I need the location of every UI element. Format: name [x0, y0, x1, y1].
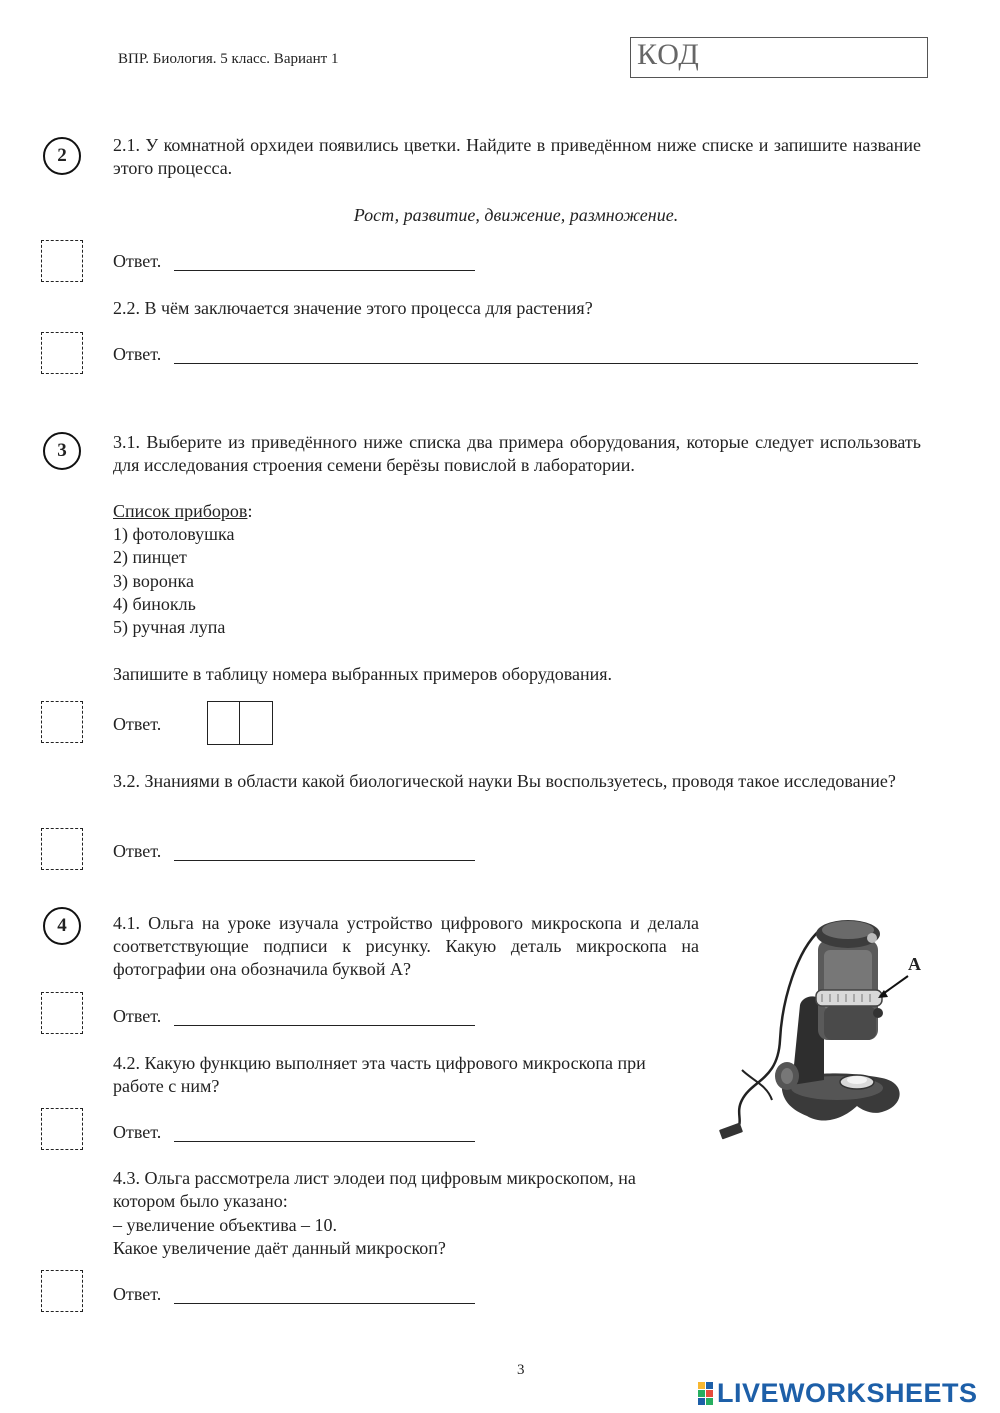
watermark-text: LIVEWORKSHEETS: [717, 1378, 978, 1408]
answer-label: Ответ.: [113, 1284, 162, 1304]
score-box-4-3: [41, 1270, 83, 1312]
header-title: ВПР. Биология. 5 класс. Вариант 1: [118, 51, 339, 67]
figure-label-a: А: [908, 954, 921, 974]
code-label: КОД: [637, 38, 700, 71]
question-number-3: 3: [43, 432, 81, 470]
question-2-options: Рост, развитие, движение, размножение.: [353, 205, 679, 225]
score-box-4-2: [41, 1108, 83, 1150]
question-4-3-line1: 4.3. Ольга рассмотрела лист элодеи под цифровым микроскопом, на котором было указано:: [113, 1168, 636, 1211]
answer-label: Ответ.: [113, 1122, 162, 1142]
answer-line-4-2[interactable]: [174, 1141, 475, 1142]
answer-label: Ответ.: [113, 1006, 162, 1026]
answer-line-4-3[interactable]: [174, 1303, 475, 1304]
answer-cell-1[interactable]: [207, 701, 240, 745]
question-4-3-line2: – увеличение объектива – 10.: [113, 1215, 338, 1235]
equipment-item: 4) бинокль: [113, 594, 196, 614]
score-box-2-1: [41, 240, 83, 282]
answer-line-4-1[interactable]: [174, 1025, 475, 1026]
score-box-3-1: [41, 701, 83, 743]
question-3-1-text: 3.1. Выберите из приведённого ниже списка два примера оборудования, которые следует использовать для исследования строения семени берёзы повислой в лаборатории.: [113, 432, 921, 475]
code-box[interactable]: [630, 37, 928, 78]
equipment-item: 3) воронка: [113, 571, 194, 591]
question-4-3-line3: Какое увеличение даёт данный микроскоп?: [113, 1238, 446, 1258]
table-instruction: Запишите в таблицу номера выбранных примеров оборудования.: [113, 664, 613, 684]
microscope-image: [712, 910, 934, 1150]
equipment-item: 1) фотоловушка: [113, 524, 235, 544]
question-2-1-text: 2.1. У комнатной орхидеи появились цветки. Найдите в приведённом ниже списке и запишите название этого процесса.: [113, 135, 921, 178]
equipment-item: 2) пинцет: [113, 547, 187, 567]
question-4-2-text: 4.2. Какую функцию выполняет эта часть цифрового микроскопа при работе с ним?: [113, 1053, 646, 1096]
answer-cell-2[interactable]: [240, 701, 273, 745]
page-number: 3: [517, 1362, 525, 1378]
question-3-2-text: 3.2. Знаниями в области какой биологической науки Вы воспользуетесь, проводя такое исследование?: [113, 771, 896, 791]
score-box-3-2: [41, 828, 83, 870]
answer-label: Ответ.: [113, 251, 162, 271]
answer-line-2-1[interactable]: [174, 270, 475, 271]
microscope-figure: [712, 910, 934, 1150]
equipment-list-title-text: Список приборов: [113, 501, 248, 521]
question-number-4: 4: [43, 907, 81, 945]
answer-cells-3-1: [207, 701, 273, 745]
question-number-2: 2: [43, 137, 81, 175]
equipment-item: 5) ручная лупа: [113, 617, 226, 637]
equipment-list-title: [113, 500, 252, 523]
question-4-1-text: 4.1. Ольга на уроке изучала устройство цифрового микроскопа и делала соответствующие подписи к рисунку. Какую деталь микроскопа на фотографии она обозначила буквой А?: [113, 913, 699, 979]
answer-line-2-2[interactable]: [174, 363, 918, 364]
answer-label: Ответ.: [113, 344, 162, 364]
score-box-4-1: [41, 992, 83, 1034]
score-box-2-2: [41, 332, 83, 374]
logo-grid-icon: [698, 1382, 713, 1405]
answer-label: Ответ.: [113, 841, 162, 861]
liveworksheets-logo: [698, 1378, 978, 1409]
equipment-list-colon: :: [247, 501, 253, 521]
answer-line-3-2[interactable]: [174, 860, 475, 861]
answer-label: Ответ.: [113, 714, 162, 734]
question-2-2-text: 2.2. В чём заключается значение этого процесса для растения?: [113, 298, 593, 318]
